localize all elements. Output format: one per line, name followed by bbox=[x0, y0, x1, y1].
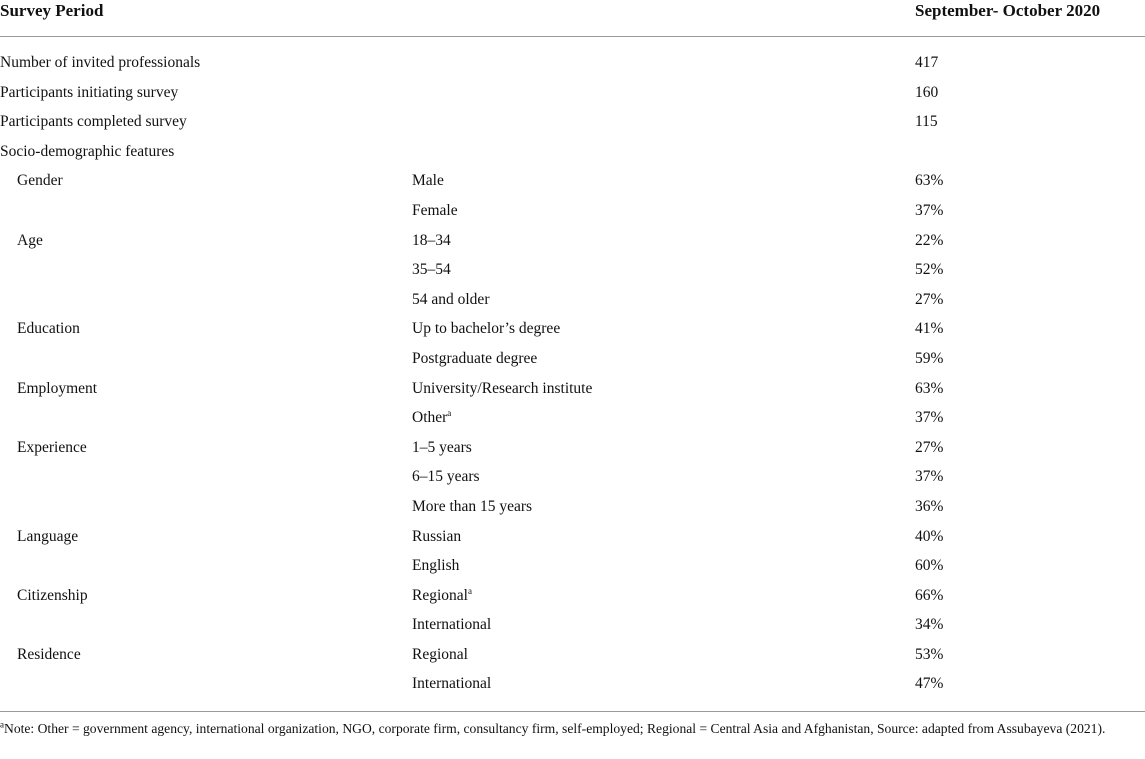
row-category: Socio-demographic features bbox=[0, 142, 175, 160]
row-subcategory bbox=[412, 468, 480, 486]
table-row bbox=[0, 672, 1145, 702]
row-category: Citizenship bbox=[17, 586, 88, 604]
row-category: Participants completed survey bbox=[0, 113, 187, 131]
row-value: 52% bbox=[915, 261, 944, 279]
row-subcategory-text: International bbox=[412, 616, 492, 634]
row-subcategory-text: More than 15 years bbox=[412, 497, 533, 515]
row-value: 417 bbox=[915, 54, 939, 71]
row-category: Education bbox=[17, 320, 80, 338]
row-subcategory-text: University/Research institute bbox=[412, 379, 593, 397]
row-subcategory-text: 35–54 bbox=[412, 261, 451, 279]
row-value: 37% bbox=[915, 409, 944, 427]
row-subcategory-text: Russian bbox=[412, 527, 462, 545]
row-subcategory bbox=[412, 409, 451, 427]
table-row bbox=[0, 199, 1145, 229]
row-category: Employment bbox=[17, 379, 98, 397]
row-subcategory bbox=[412, 261, 451, 279]
row-subcategory bbox=[412, 172, 444, 190]
table-row bbox=[0, 406, 1145, 436]
row-value: 66% bbox=[915, 586, 944, 604]
row-subcategory-text: English bbox=[412, 557, 460, 575]
row-value: 27% bbox=[915, 290, 944, 308]
row-subcategory bbox=[412, 439, 472, 457]
row-category: Age bbox=[17, 231, 43, 249]
row-value: 59% bbox=[915, 349, 944, 367]
row-subcategory-text: Female bbox=[412, 201, 458, 219]
footnote-marker: a bbox=[0, 719, 4, 730]
table-row bbox=[0, 81, 1145, 111]
table-footnote bbox=[0, 719, 1145, 739]
row-value: 160 bbox=[915, 83, 939, 101]
header-survey-period: Survey Period bbox=[0, 1, 104, 20]
row-subcategory bbox=[412, 291, 489, 309]
row-value: 36% bbox=[915, 497, 944, 515]
row-subcategory bbox=[412, 675, 491, 693]
row-category: Participants initiating survey bbox=[0, 83, 179, 101]
row-subcategory-text: Regional bbox=[412, 645, 468, 663]
row-subcategory-text: 18–34 bbox=[412, 231, 451, 249]
table-body bbox=[0, 51, 1145, 702]
row-value: 22% bbox=[915, 231, 944, 249]
table-row bbox=[0, 51, 1145, 81]
row-category: Language bbox=[17, 527, 79, 545]
row-value: 53% bbox=[915, 645, 944, 663]
row-subcategory bbox=[412, 528, 461, 546]
row-subcategory bbox=[412, 202, 458, 220]
table-row bbox=[0, 465, 1145, 495]
row-subcategory bbox=[412, 557, 459, 575]
row-subcategory bbox=[412, 616, 491, 634]
table-row bbox=[0, 110, 1145, 140]
row-value: 60% bbox=[915, 557, 944, 575]
row-subcategory bbox=[412, 320, 560, 338]
row-value: 41% bbox=[915, 320, 944, 338]
row-subcategory-text: Postgraduate degree bbox=[412, 349, 538, 367]
footnote-text: Note: Other = government agency, international organization, NGO, corporate firm, consultancy firm, self-employed; Regional = Central Asia and Afghanistan, Source: adapted from Assubayeva (2021). bbox=[4, 721, 1106, 736]
row-value: 115 bbox=[915, 113, 938, 131]
row-subcategory bbox=[412, 498, 532, 516]
row-subcategory bbox=[412, 646, 468, 664]
table-row bbox=[0, 140, 1145, 170]
table-row bbox=[0, 643, 1145, 673]
table-row bbox=[0, 584, 1145, 614]
row-value: 47% bbox=[915, 675, 944, 693]
table-row bbox=[0, 495, 1145, 525]
row-subcategory bbox=[412, 350, 537, 368]
row-category: Gender bbox=[17, 172, 63, 190]
row-value: 63% bbox=[915, 379, 944, 397]
table-row bbox=[0, 169, 1145, 199]
footnote-ref: a bbox=[447, 407, 452, 418]
row-category: Residence bbox=[17, 645, 81, 663]
row-subcategory-text: 54 and older bbox=[412, 290, 490, 308]
row-subcategory-text: Other bbox=[412, 409, 448, 427]
table-row bbox=[0, 525, 1145, 555]
header-date-range: September- October 2020 bbox=[915, 1, 1101, 20]
row-subcategory bbox=[412, 232, 451, 250]
table-row bbox=[0, 288, 1145, 318]
row-subcategory-text: Male bbox=[412, 172, 444, 190]
row-value: 34% bbox=[915, 616, 944, 634]
footnote-ref: a bbox=[467, 585, 472, 596]
table-row bbox=[0, 377, 1145, 407]
row-subcategory-text: Regional bbox=[412, 586, 468, 604]
table-row bbox=[0, 436, 1145, 466]
table-row bbox=[0, 613, 1145, 643]
table-bottom-rule bbox=[0, 711, 1145, 712]
table-row bbox=[0, 229, 1145, 259]
row-value: 63% bbox=[915, 172, 944, 190]
row-subcategory-text: Up to bachelor’s degree bbox=[412, 320, 561, 338]
row-category: Experience bbox=[17, 438, 87, 456]
table-row bbox=[0, 258, 1145, 288]
row-subcategory-text: 1–5 years bbox=[412, 438, 472, 456]
row-value: 37% bbox=[915, 468, 944, 486]
row-value: 40% bbox=[915, 527, 944, 545]
row-subcategory bbox=[412, 587, 472, 605]
row-value: 27% bbox=[915, 438, 944, 456]
row-subcategory-text: International bbox=[412, 675, 492, 693]
table-row bbox=[0, 554, 1145, 584]
row-subcategory bbox=[412, 380, 592, 398]
table-row bbox=[0, 347, 1145, 377]
row-value: 37% bbox=[915, 201, 944, 219]
row-subcategory-text: 6–15 years bbox=[412, 468, 480, 486]
table-row bbox=[0, 317, 1145, 347]
row-category: Number of invited professionals bbox=[0, 54, 201, 71]
table-header bbox=[0, 0, 1145, 37]
